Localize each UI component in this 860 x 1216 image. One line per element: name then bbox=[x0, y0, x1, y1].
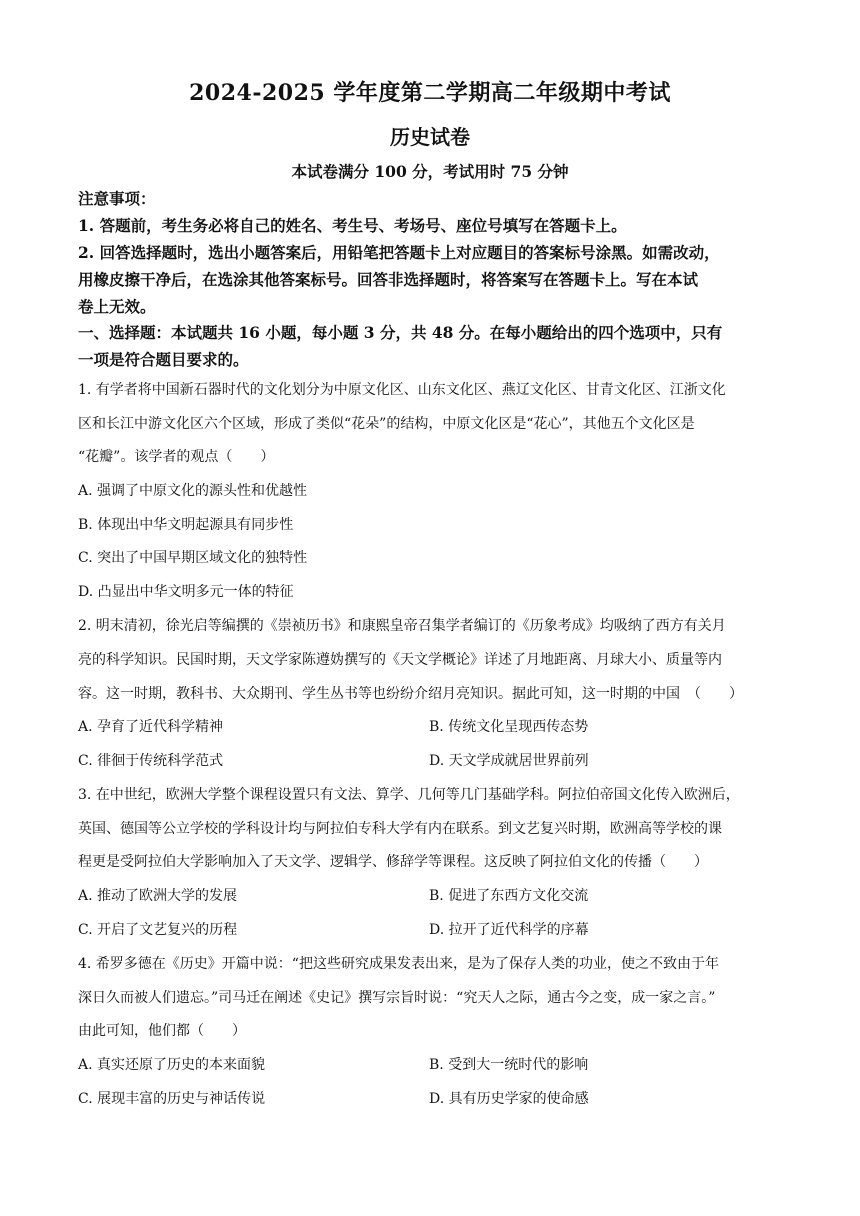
notes-line: 2. 回答选择题时，选出小题答案后，用铅笔把答题卡上对应题目的答案标号涂黑。如需改动， bbox=[78, 243, 720, 262]
question-text: 区和长江中游文化区六个区域，形成了类似“花朵”的结构，中原文化区是“花心”，其他五个文化区是 bbox=[78, 416, 695, 432]
option-a[interactable]: A. 孕育了近代科学精神 bbox=[78, 719, 224, 735]
question-text: 深日久而被人们遗忘。”司马迁在阐述《史记》撰写宗旨时说：“究天人之际，通古今之变，成一家之言。” bbox=[78, 990, 716, 1006]
option-a[interactable]: A. 推动了欧洲大学的发展 bbox=[78, 888, 238, 904]
question-text: 由此可知，他们都（ ） bbox=[78, 1023, 246, 1039]
question-text: 3. 在中世纪，欧洲大学整个课程设置只有文法、算学、几何等几门基础学科。阿拉伯帝国文化传入欧洲后， bbox=[78, 787, 740, 803]
option-d[interactable]: D. 凸显出中华文明多元一体的特征 bbox=[78, 584, 294, 600]
notes-line: 卷上无效。 bbox=[78, 297, 156, 316]
option-c[interactable]: C. 开启了文艺复兴的历程 bbox=[78, 922, 238, 938]
section-heading: 一、选择题：本试题共 16 小题，每小题 3 分，共 48 分。在每小题给出的四个选项中，只有 bbox=[78, 323, 723, 342]
question-text: “花瓣”。该学者的观点（ ） bbox=[78, 449, 275, 465]
notes-heading: 注意事项： bbox=[78, 189, 156, 208]
option-c[interactable]: C. 突出了中国早期区域文化的独特性 bbox=[78, 550, 308, 566]
option-b[interactable]: B. 促进了东西方文化交流 bbox=[429, 888, 589, 904]
exam-subject: 历史试卷 bbox=[390, 125, 470, 149]
question-text: 英国、德国等公立学校的学科设计均与阿拉伯专科大学有内在联系。到文艺复兴时期，欧洲高等学校的课 bbox=[78, 821, 722, 837]
exam-info: 本试卷满分 100 分，考试用时 75 分钟 bbox=[291, 162, 569, 181]
option-a[interactable]: A. 强调了中原文化的源头性和优越性 bbox=[78, 483, 308, 499]
question-text: 1. 有学者将中国新石器时代的文化划分为中原文化区、山东文化区、燕辽文化区、甘青文化区、江浙文化 bbox=[78, 382, 726, 398]
option-a[interactable]: A. 真实还原了历史的本来面貌 bbox=[78, 1057, 266, 1073]
question-text: 程更是受阿拉伯大学影响加入了天文学、逻辑学、修辞学等课程。这反映了阿拉伯文化的传播（ ） bbox=[78, 854, 708, 870]
option-b[interactable]: B. 受到大一统时代的影响 bbox=[429, 1057, 589, 1073]
option-b[interactable]: B. 体现出中华文明起源具有同步性 bbox=[78, 517, 294, 533]
option-d[interactable]: D. 拉开了近代科学的序幕 bbox=[429, 922, 589, 938]
question-text: 2. 明末清初，徐光启等编撰的《崇祯历书》和康熙皇帝召集学者编订的《历象考成》均吸纳了西方有关月 bbox=[78, 618, 726, 634]
notes-line: 1. 答题前，考生务必将自己的姓名、考生号、考场号、座位号填写在答题卡上。 bbox=[78, 216, 627, 235]
notes-line: 用橡皮擦干净后，在选涂其他答案标号。回答非选择题时，将答案写在答题卡上。写在本试 bbox=[78, 270, 699, 289]
exam-title: 2024-2025 学年度第二学期高二年级期中考试 bbox=[189, 80, 671, 106]
option-d[interactable]: D. 具有历史学家的使命感 bbox=[429, 1091, 589, 1107]
question-text: 亮的科学知识。民国时期，天文学家陈遵妫撰写的《天文学概论》详述了月地距离、月球大小、质量等内 bbox=[78, 652, 722, 668]
option-d[interactable]: D. 天文学成就居世界前列 bbox=[429, 753, 589, 769]
section-heading: 一项是符合题目要求的。 bbox=[78, 350, 249, 369]
option-c[interactable]: C. 徘徊于传统科学范式 bbox=[78, 753, 224, 769]
question-text: 容。这一时期，教科书、大众期刊、学生丛书等也纷纷介绍月亮知识。据此可知，这一时期的中国 （ ） bbox=[78, 686, 743, 702]
question-text: 4. 希罗多德在《历史》开篇中说：“把这些研究成果发表出来，是为了保存人类的功业，使之不致由于年 bbox=[78, 956, 719, 972]
option-c[interactable]: C. 展现丰富的历史与神话传说 bbox=[78, 1091, 266, 1107]
option-b[interactable]: B. 传统文化呈现西传态势 bbox=[429, 719, 589, 735]
